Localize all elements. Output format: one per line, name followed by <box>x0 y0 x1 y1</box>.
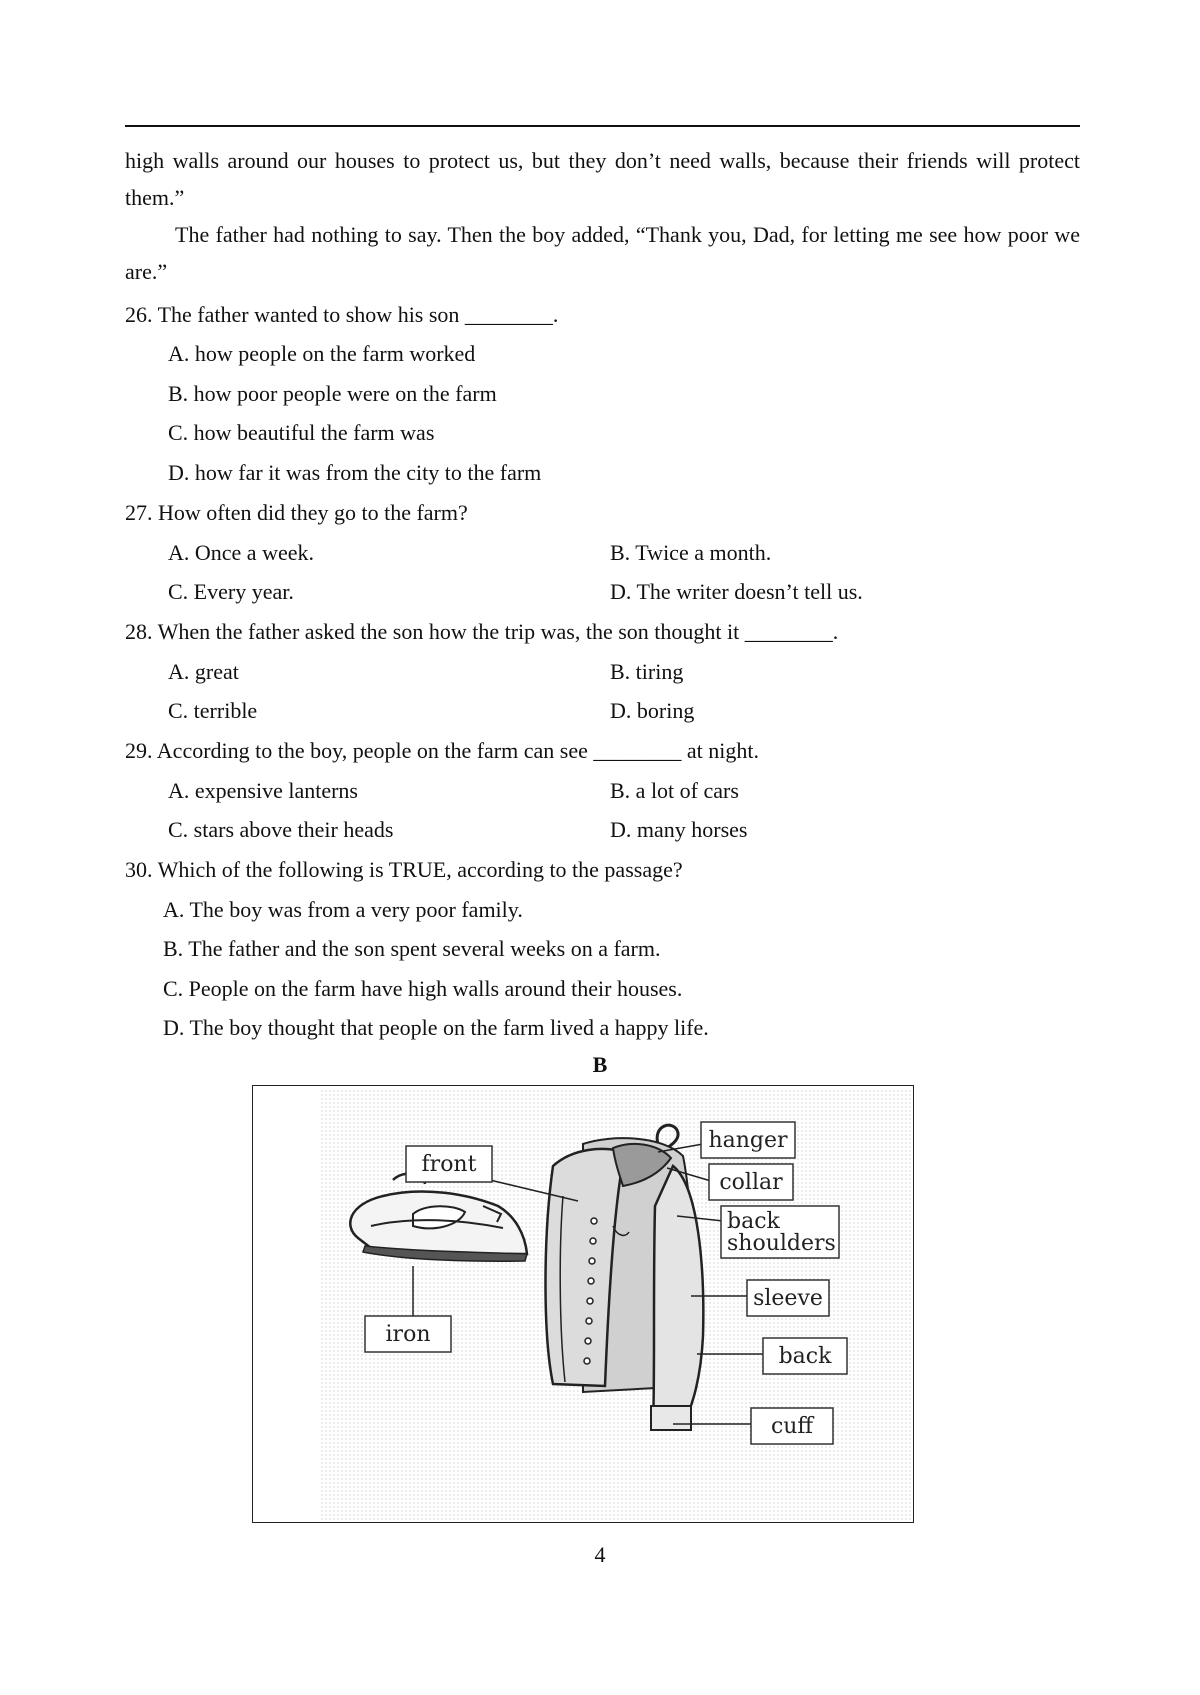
question-27-option-d: D. The writer doesn’t tell us. <box>610 579 863 604</box>
question-26-option-c: C. how beautiful the farm was <box>168 420 435 445</box>
shirt-drawing <box>546 1125 704 1430</box>
question-29-stem: 29. According to the boy, people on the farm can see ________ at night. <box>125 738 759 763</box>
question-29-option-d: D. many horses <box>610 817 748 842</box>
question-30-option-b: B. The father and the son spent several weeks on a farm. <box>163 936 661 961</box>
question-30-option-a: A. The boy was from a very poor family. <box>163 897 523 922</box>
question-30-option-d: D. The boy thought that people on the farm lived a happy life. <box>163 1015 709 1040</box>
question-28-option-b: B. tiring <box>610 659 684 684</box>
page-number: 4 <box>594 1542 606 1567</box>
section-b-title: B <box>592 1052 608 1077</box>
question-28-option-a: A. great <box>168 659 239 684</box>
label-sleeve: sleeve <box>753 1286 823 1311</box>
question-27-stem: 27. How often did they go to the farm? <box>125 500 468 525</box>
clothes-vocabulary-figure <box>252 1085 914 1523</box>
question-29-option-b: B. a lot of cars <box>610 778 739 803</box>
question-26-option-a: A. how people on the farm worked <box>168 341 476 366</box>
passage-paragraph-2: The father had nothing to say. Then the boy added, “Thank you, Dad, for letting me see how poor we are.” <box>125 222 1080 284</box>
question-26-option-b: B. how poor people were on the farm <box>168 381 497 406</box>
question-27-option-b: B. Twice a month. <box>610 540 772 565</box>
passage-paragraph-1: high walls around our houses to protect us, but they don’t need walls, because their friends will protect them.” <box>125 148 1080 210</box>
question-27-option-a: A. Once a week. <box>168 540 314 565</box>
question-28-option-d: D. boring <box>610 698 695 723</box>
question-29-option-a: A. expensive lanterns <box>168 778 358 803</box>
question-26-option-d: D. how far it was from the city to the farm <box>168 460 542 485</box>
question-28-stem: 28. When the father asked the son how the trip was, the son thought it ________. <box>125 619 839 644</box>
question-28-option-c: C. terrible <box>168 698 258 723</box>
question-30-stem: 30. Which of the following is TRUE, according to the passage? <box>125 857 683 882</box>
label-back-shoulders-line1: back <box>727 1209 780 1234</box>
label-cuff: cuff <box>770 1414 814 1439</box>
question-27-option-c: C. Every year. <box>168 579 294 604</box>
question-29-option-c: C. stars above their heads <box>168 817 394 842</box>
question-26-stem: 26. The father wanted to show his son ________. <box>125 302 559 327</box>
label-iron: iron <box>385 1322 431 1347</box>
label-hanger: hanger <box>708 1128 788 1153</box>
label-back: back <box>778 1344 832 1369</box>
question-30-option-c: C. People on the farm have high walls around their houses. <box>163 976 683 1001</box>
passage-text <box>125 142 1080 290</box>
label-back-shoulders-line2: shoulders <box>727 1231 836 1256</box>
label-front: front <box>421 1152 477 1177</box>
header-rule <box>125 125 1080 127</box>
label-collar: collar <box>719 1170 783 1195</box>
